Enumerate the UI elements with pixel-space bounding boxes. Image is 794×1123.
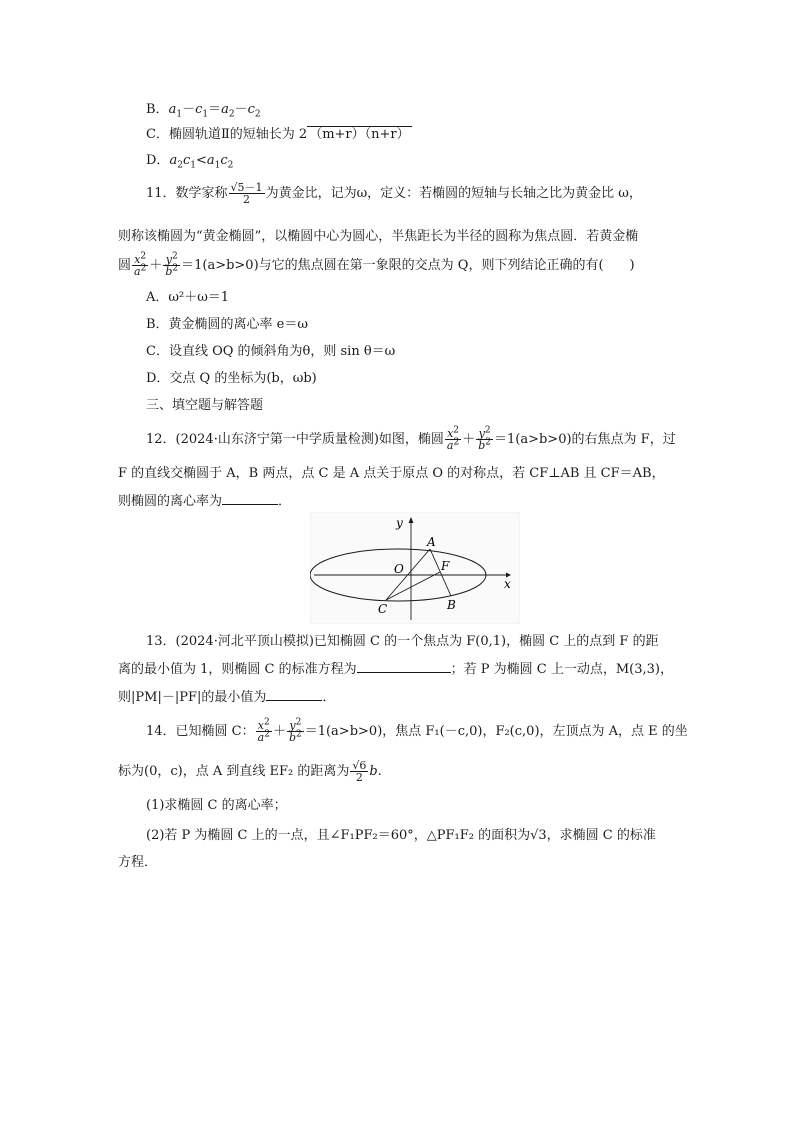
q11-line1: 11．数学家称 $\frac{√5-1}{2}$ 为黄金比，记为ω，定义：若椭圆的短轴与长轴之比为黄金比 ω，	[146, 181, 642, 206]
q13-line2: 离的最小值为 1，则椭圆 C 的标准方程为 ；若 P 为椭圆 C 上一动点，M(3,3)，	[118, 662, 673, 677]
q14-line2: 标为(0，c)，点 A 到直线 EF₂ 的距离为 $\frac{√6}{2}$ b.	[118, 759, 382, 784]
figure-background	[310, 512, 520, 624]
q12-line3: 则椭圆的离心率为 ．	[118, 494, 292, 509]
q11-line2: 则称该椭圆为“黄金椭圆”，以椭圆中心为圆心，半焦距长为半径的圆称为焦点圆．若黄金椭	[118, 229, 639, 244]
q14-part1: (1)求椭圆 C 的离心率；	[146, 798, 287, 813]
q13-line1: 13．(2024·河北平顶山模拟)已知椭圆 C 的一个焦点为 F(0,1)，椭圆 C 上的点到 F 的距	[146, 634, 659, 649]
label-f: F	[441, 559, 450, 573]
q14-part2-line2: 方程．	[118, 855, 158, 870]
q11-option-d: D．交点 Q 的坐标为(b，ωb)	[146, 371, 317, 386]
label-a: A	[427, 535, 436, 549]
q11-option-a: A．ω²＋ω＝1	[146, 290, 230, 305]
label-c: C	[378, 602, 388, 616]
q12-line1: 12．(2024·山东济宁第一中学质量检测)如图，椭圆 $\frac{x^2}{a^2}$ ＋ $\frac{y^2}{b^2}$ ＝1(a>b>0)的右焦点为 F，过	[146, 425, 676, 452]
q10-option-d: D．$a_2c_1<a_1c_2$	[146, 153, 234, 171]
q14-line1: 14．已知椭圆 C： $\frac{x^2}{a^2}$ ＋ $\frac{y^2}{b^2}$ ＝1(a>b>0)，焦点 F₁(－c,0)，F₂(c,0)，左顶点为 A，点 E 的坐	[146, 717, 688, 744]
label-y: y	[396, 516, 403, 530]
q11-option-c: C．设直线 OQ 的倾斜角为θ，则 sin θ＝ω	[146, 344, 396, 359]
label-b: B	[447, 598, 456, 612]
section-heading: 三、填空题与解答题	[146, 398, 264, 413]
label-o: O	[394, 562, 404, 576]
q11-option-b: B．黄金椭圆的离心率 e＝ω	[146, 317, 308, 332]
q10-option-b: B．$a_1-c_1=a_2-c_2$	[146, 102, 261, 120]
label-x: x	[504, 577, 511, 591]
ellipse-figure	[310, 512, 520, 624]
q13-line3: 则|PM|－|PF|的最小值为 ．	[118, 690, 336, 705]
q12-line2: F 的直线交椭圆于 A，B 两点，点 C 是 A 点关于原点 O 的对称点，若 CF⊥AB 且 CF＝AB，	[118, 466, 665, 481]
q10-option-c: C．椭圆轨道Ⅱ的短轴长为 2 （m+r）（n+r）	[146, 127, 410, 142]
q11-line3: 圆 $\frac{x^2}{a^2}$ ＋ $\frac{y^2}{b^2}$ ＝1(a>b>0)与它的焦点圆在第一象限的交点为 Q，则下列结论正确的有( )	[118, 251, 635, 278]
q14-part2-line1: (2)若 P 为椭圆 C 上的一点，且∠F₁PF₂＝60°，△PF₁F₂ 的面积为√3，求椭圆 C 的标准	[146, 828, 656, 843]
